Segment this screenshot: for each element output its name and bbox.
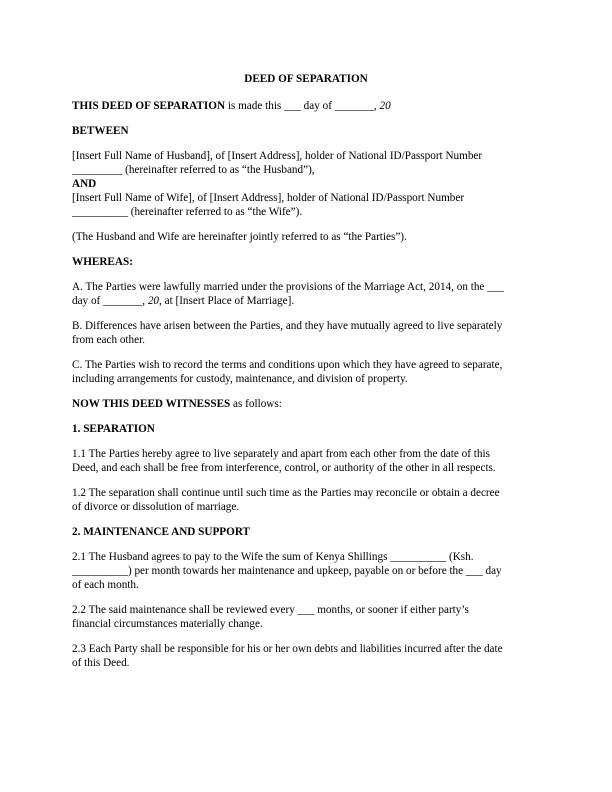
recital-c-line-2: including arrangements for custody, maintenance, and division of property. — [72, 373, 408, 385]
witnesses-paragraph — [72, 397, 540, 411]
clause-1-1-line-2: Deed, and each shall be free from interference, control, or authority of the other in all respects. — [72, 462, 496, 474]
witnesses-lead: NOW THIS DEED WITNESSES — [72, 398, 231, 410]
intro-lead: THIS DEED OF SEPARATION — [72, 100, 226, 112]
clause-2-2 — [72, 603, 540, 631]
recital-c-line-1: C. The Parties wish to record the terms and conditions upon which they have agreed to separate, — [72, 359, 503, 371]
recital-a-year: 20 — [147, 295, 160, 307]
intro-paragraph — [72, 99, 540, 113]
wife-line-1: [Insert Full Name of Wife], of [Insert Address], holder of National ID/Passport Number — [72, 192, 465, 204]
clause-2-2-line-2: financial circumstances materially change. — [72, 618, 263, 630]
clause-2-1-line-1: 2.1 The Husband agrees to pay to the Wife the sum of Kenya Shillings __________ (Ksh. — [72, 551, 474, 563]
document-body — [72, 72, 540, 681]
clause-2-3-line-1: 2.3 Each Party shall be responsible for his or her own debts and liabilities incurred after the date — [72, 643, 503, 655]
clause-1-2-line-1: 1.2 The separation shall continue until such time as the Parties may reconcile or obtain a decree — [72, 487, 500, 499]
recital-a-line-1: A. The Parties were lawfully married under the provisions of the Marriage Act, 2014, on the ___ — [72, 281, 504, 293]
and-heading: AND — [72, 178, 97, 190]
whereas-heading: WHEREAS: — [72, 256, 133, 268]
husband-line-2: _________ (hereinafter referred to as “the Husband”), — [72, 164, 315, 176]
witnesses-text: as follows: — [230, 398, 282, 410]
recital-b-line-1: B. Differences have arisen between the Parties, and they have mutually agreed to live separately — [72, 320, 503, 332]
clause-1-2 — [72, 486, 540, 514]
wife-block — [72, 191, 540, 219]
clause-1-1 — [72, 447, 540, 475]
clause-1-1-line-1: 1.1 The Parties hereby agree to live separately and apart from each other from the date of this — [72, 448, 490, 460]
clause-2-2-line-1: 2.2 The said maintenance shall be reviewed every ___ months, or sooner if either party’s — [72, 604, 469, 616]
clause-2-1-line-2: __________) per month towards her maintenance and upkeep, payable on or before the ___ day — [72, 565, 502, 577]
recital-a-post: , at [Insert Place of Marriage]. — [159, 295, 295, 307]
clause-2-3 — [72, 642, 540, 670]
recital-a-pre: day of _______, — [72, 295, 148, 307]
clause-2-1-line-3: of each month. — [72, 579, 139, 591]
document-title: DEED OF SEPARATION — [244, 73, 368, 85]
intro-year: 20 — [379, 100, 391, 112]
clause-2-1 — [72, 550, 540, 592]
husband-block — [72, 149, 540, 177]
clause-2-3-line-2: of this Deed. — [72, 657, 130, 669]
section-2-heading: 2. MAINTENANCE AND SUPPORT — [72, 526, 250, 538]
recital-a-line-2 — [72, 294, 540, 308]
clause-1-2-line-2: of divorce or dissolution of marriage. — [72, 501, 240, 513]
recital-b-line-2: from each other. — [72, 334, 145, 346]
intro-text: is made this ___ day of _______, — [225, 100, 380, 112]
husband-line-1: [Insert Full Name of Husband], of [Insert Address], holder of National ID/Passport Number — [72, 150, 483, 162]
between-heading: BETWEEN — [72, 125, 129, 137]
wife-line-2: __________ (hereinafter referred to as “the Wife”). — [72, 206, 303, 218]
recital-b — [72, 319, 540, 347]
section-1-heading: 1. SEPARATION — [72, 423, 155, 435]
recital-c — [72, 358, 540, 386]
parties-note: (The Husband and Wife are hereinafter jointly referred to as “the Parties”). — [72, 231, 407, 243]
recital-a — [72, 280, 540, 308]
